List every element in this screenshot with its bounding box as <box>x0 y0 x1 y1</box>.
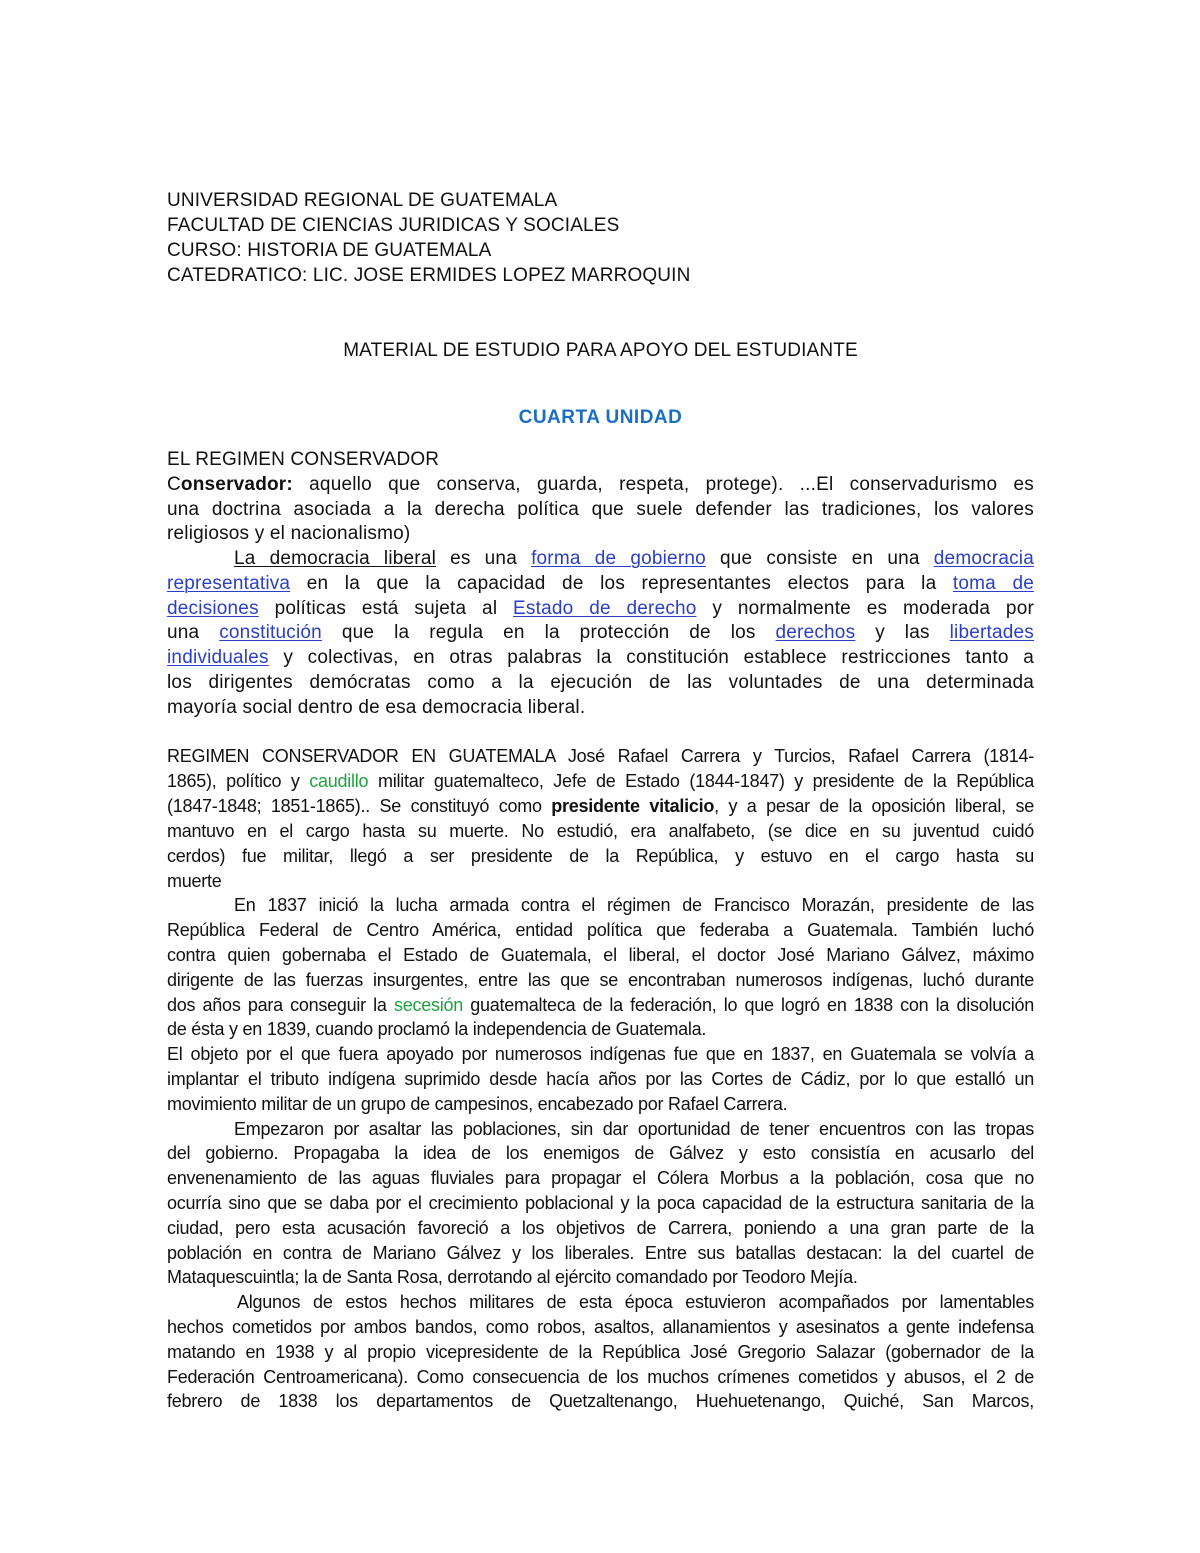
professor-name: CATEDRATICO: LIC. JOSE ERMIDES LOPEZ MARROQUIN <box>167 265 691 286</box>
paragraph-line: ciudad, pero esta acusación favoreció a los objetivos de Carrera, poniendo a una gran parte de la <box>167 1218 1034 1238</box>
link-democracia-representativa[interactable]: democracia <box>933 548 1034 569</box>
paragraph-line: En 1837 inició la lucha armada contra el régimen de Francisco Morazán, presidente de las <box>234 895 1034 915</box>
paragraph-line: Federación Centroamericana). Como consecuencia de los muchos crímenes cometidos y abusos, el 2 de <box>167 1367 1034 1387</box>
link-libertades-individuales[interactable]: libertades <box>949 622 1035 643</box>
text-run: (1847-1848; 1851-1865).. Se constituyó como <box>167 796 552 816</box>
definition-term: onservador: <box>180 474 293 495</box>
paragraph-line: matando en 1938 y al propio vicepresidente de la República José Gregorio Salazar (gobernador de la <box>167 1342 1034 1362</box>
text-run: militar guatemalteco, Jefe de Estado (1844-1847) y presidente de la República <box>368 771 1035 791</box>
definition-text: aquello que conserva, guarda, respeta, protege). ...El conservadurismo es <box>292 474 1034 495</box>
definition-line: religiosos y el nacionalismo) <box>167 523 411 544</box>
link-constitucion[interactable]: constitución <box>219 622 322 643</box>
link-toma-de-decisiones[interactable]: toma de <box>952 573 1034 594</box>
text-run: y las <box>855 622 950 643</box>
paragraph-line: muerte <box>167 871 222 891</box>
text-run: que consiste en una <box>705 548 934 569</box>
link-caudillo[interactable]: caudillo <box>309 771 369 791</box>
text-run: y normalmente es moderada por <box>696 598 1034 619</box>
text-run: una <box>167 622 220 643</box>
paragraph-line <box>167 796 1034 817</box>
paragraph-line: mayoría social dentro de esa democracia liberal. <box>167 697 586 718</box>
text-run: que la regula en la protección de los <box>321 622 776 643</box>
paragraph-line: hechos cometidos por ambos bandos, como robos, asaltos, allanamientos y asesinatos a gente indefensa <box>167 1317 1034 1337</box>
paragraph-line: febrero de 1838 los departamentos de Quetzaltenango, Huehuetenango, Quiché, San Marcos, <box>167 1391 1034 1411</box>
paragraph-line <box>167 622 1034 644</box>
text-run: dos años para conseguir la <box>167 995 394 1015</box>
paragraph-line <box>167 548 1034 570</box>
paragraph-line: cerdos) fue militar, llegó a ser presidente de la República, y estuvo en el cargo hasta su <box>167 846 1034 866</box>
paragraph-line <box>167 647 1034 669</box>
paragraph-line: los dirigentes demócratas como a la ejecución de las voluntades de una determinada <box>167 672 1034 693</box>
text-run: en la que la capacidad de los representantes electos para la <box>290 573 953 594</box>
link-estado-de-derecho[interactable]: Estado de derecho <box>513 598 697 619</box>
section-heading: EL REGIMEN CONSERVADOR <box>167 449 440 470</box>
paragraph-line: implantar el tributo indígena suprimido desde hacía años por las Cortes de Cádiz, por lo que estalló un <box>167 1069 1034 1089</box>
definition-initial: C <box>167 474 181 495</box>
link-derechos[interactable]: derechos <box>775 622 856 643</box>
paragraph-line: población en contra de Mariano Gálvez y los liberales. Entre sus batallas destacan: la del cuartel de <box>167 1243 1034 1263</box>
text-run: , y a pesar de la oposición liberal, se <box>714 796 1035 816</box>
term-democracia-liberal: La democracia liberal <box>234 548 437 569</box>
course-name: CURSO: HISTORIA DE GUATEMALA <box>167 240 492 261</box>
paragraph-line: El objeto por el que fuera apoyado por numerosos indígenas fue que en 1837, en Guatemala se volvía a <box>167 1044 1034 1064</box>
paragraph-line: REGIMEN CONSERVADOR EN GUATEMALA José Rafael Carrera y Turcios, Rafael Carrera (1814- <box>167 746 1034 766</box>
text-run: 1865), político y <box>167 771 310 791</box>
paragraph-line <box>167 771 1034 792</box>
faculty-name: FACULTAD DE CIENCIAS JURIDICAS Y SOCIALES <box>167 215 620 236</box>
unit-title: CUARTA UNIDAD <box>518 407 683 428</box>
paragraph-line <box>167 995 1034 1016</box>
text-run: guatemalteca de la federación, lo que logró en 1838 con la disolución <box>463 995 1034 1015</box>
definition-line: una doctrina asociada a la derecha política que suele defender las tradiciones, los valores <box>167 499 1034 520</box>
bold-term: presidente vitalicio <box>551 796 715 816</box>
paragraph-line: dirigente de las fuerzas insurgentes, entre las que se encontraban numerosos indígenas, luchó durante <box>167 970 1034 990</box>
paragraph-line: del gobierno. Propagaba la idea de los enemigos de Gálvez y esto consistía en acusarlo del <box>167 1143 1034 1163</box>
university-name: UNIVERSIDAD REGIONAL DE GUATEMALA <box>167 190 558 211</box>
link-toma-de-decisiones[interactable]: decisiones <box>167 598 259 619</box>
paragraph-line: movimiento militar de un grupo de campesinos, encabezado por Rafael Carrera. <box>167 1094 788 1114</box>
paragraph-line: República Federal de Centro América, entidad política que federaba a Guatemala. También luchó <box>167 920 1034 940</box>
link-secesion[interactable]: secesión <box>393 995 463 1015</box>
paragraph-line: envenenamiento de las aguas fluviales para propagar el Cólera Morbus a la población, cosa que no <box>167 1168 1034 1188</box>
paragraph-line: contra quien gobernaba el Estado de Guatemala, el liberal, el doctor José Mariano Gálvez, máximo <box>167 945 1034 965</box>
link-libertades-individuales[interactable]: individuales <box>167 647 269 668</box>
text-run: políticas está sujeta al <box>258 598 514 619</box>
paragraph-line: Empezaron por asaltar las poblaciones, sin dar oportunidad de tener encuentros con las tropas <box>234 1119 1034 1139</box>
link-forma-de-gobierno[interactable]: forma de gobierno <box>531 548 706 569</box>
text-run: es una <box>436 548 532 569</box>
paragraph-line: mantuvo en el cargo hasta su muerte. No estudió, era analfabeto, (se dice en su juventud cuidó <box>167 821 1034 841</box>
paragraph-line: Mataquescuintla; la de Santa Rosa, derrotando al ejército comandado por Teodoro Mejía. <box>167 1267 858 1287</box>
paragraph-line: Algunos de estos hechos militares de esta época estuvieron acompañados por lamentables <box>237 1292 1034 1312</box>
paragraph-line <box>167 573 1034 595</box>
document-subtitle: MATERIAL DE ESTUDIO PARA APOYO DEL ESTUDIANTE <box>343 340 858 361</box>
link-democracia-representativa[interactable]: representativa <box>167 573 291 594</box>
paragraph-line: de ésta y en 1839, cuando proclamó la independencia de Guatemala. <box>167 1019 707 1039</box>
definition-line <box>167 474 1034 496</box>
paragraph-line <box>167 598 1034 620</box>
paragraph-line: ocurría sino que se daba por el crecimiento poblacional y la poca capacidad de la estructura sanitaria de la <box>167 1193 1034 1213</box>
text-run: y colectivas, en otras palabras la constitución establece restricciones tanto a <box>268 647 1034 668</box>
